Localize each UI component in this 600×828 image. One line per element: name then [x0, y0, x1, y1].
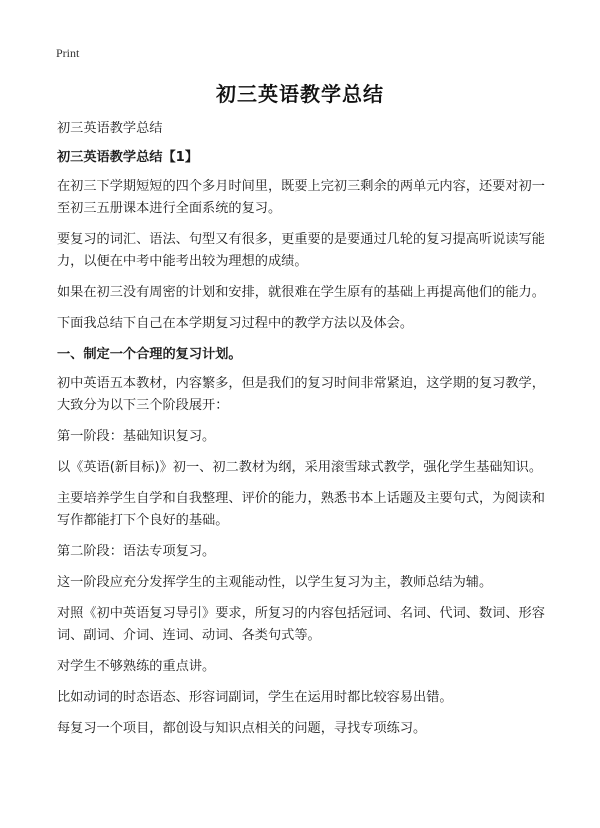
document-subtitle: 初三英语教学总结 — [57, 121, 163, 136]
document-title: 初三英语教学总结 — [216, 82, 384, 106]
section-heading: 初三英语教学总结【1】 — [57, 150, 199, 165]
paragraph-intro-1: 在初三下学期短短的四个多月时间里，既要上完初三剩余的两单元内容，还要对初一至初三五册课本进行全面系统的复习。 — [57, 179, 545, 216]
plan-paragraph-3: 以《英语(新目标)》初一、初二教材为纲，采用滚雪球式教学，强化学生基础知识。 — [57, 460, 543, 475]
stage-one-label: 第一阶段：基础知识复习。 — [57, 429, 216, 444]
paragraph-intro-2: 要复习的词汇、语法、句型又有很多，更重要的是要通过几轮的复习提高听说读写能力，以便在中考中能考出较为理想的成绩。 — [57, 232, 545, 269]
paragraph-intro-4: 下面我总结下自己在本学期复习过程中的教学方法以及体会。 — [57, 316, 414, 331]
print-link[interactable]: Print — [56, 46, 80, 60]
plan-paragraph-10: 每复习一个项目，都创设与知识点相关的问题，寻找专项练习。 — [57, 721, 427, 736]
paragraph-intro-3: 如果在初三没有周密的计划和安排，就很难在学生原有的基础上再提高他们的能力。 — [57, 285, 545, 300]
plan-paragraph-8: 对学生不够熟练的重点讲。 — [57, 659, 216, 674]
stage-two-label: 第二阶段：语法专项复习。 — [57, 544, 216, 559]
plan-paragraph-4: 主要培养学生自学和自我整理、评价的能力，熟悉书本上话题及主要句式，为阅读和写作都能打下个良好的基础。 — [57, 491, 545, 528]
document-body — [57, 118, 547, 749]
plan-paragraph-1: 初中英语五本教材，内容繁多，但是我们的复习时间非常紧迫，这学期的复习教学，大致分为以下三个阶段展开： — [57, 376, 545, 413]
plan-paragraph-9: 比如动词的时态语态、形容词副词，学生在运用时都比较容易出错。 — [57, 690, 453, 705]
plan-paragraph-7: 对照《初中英语复习导引》要求，所复习的内容包括冠词、名词、代词、数词、形容词、副词、介词、连词、动词、各类句式等。 — [57, 606, 545, 643]
plan-heading: 一、制定一个合理的复习计划。 — [57, 347, 242, 362]
plan-paragraph-6: 这一阶段应充分发挥学生的主观能动性，以学生复习为主，教师总结为辅。 — [57, 575, 493, 590]
